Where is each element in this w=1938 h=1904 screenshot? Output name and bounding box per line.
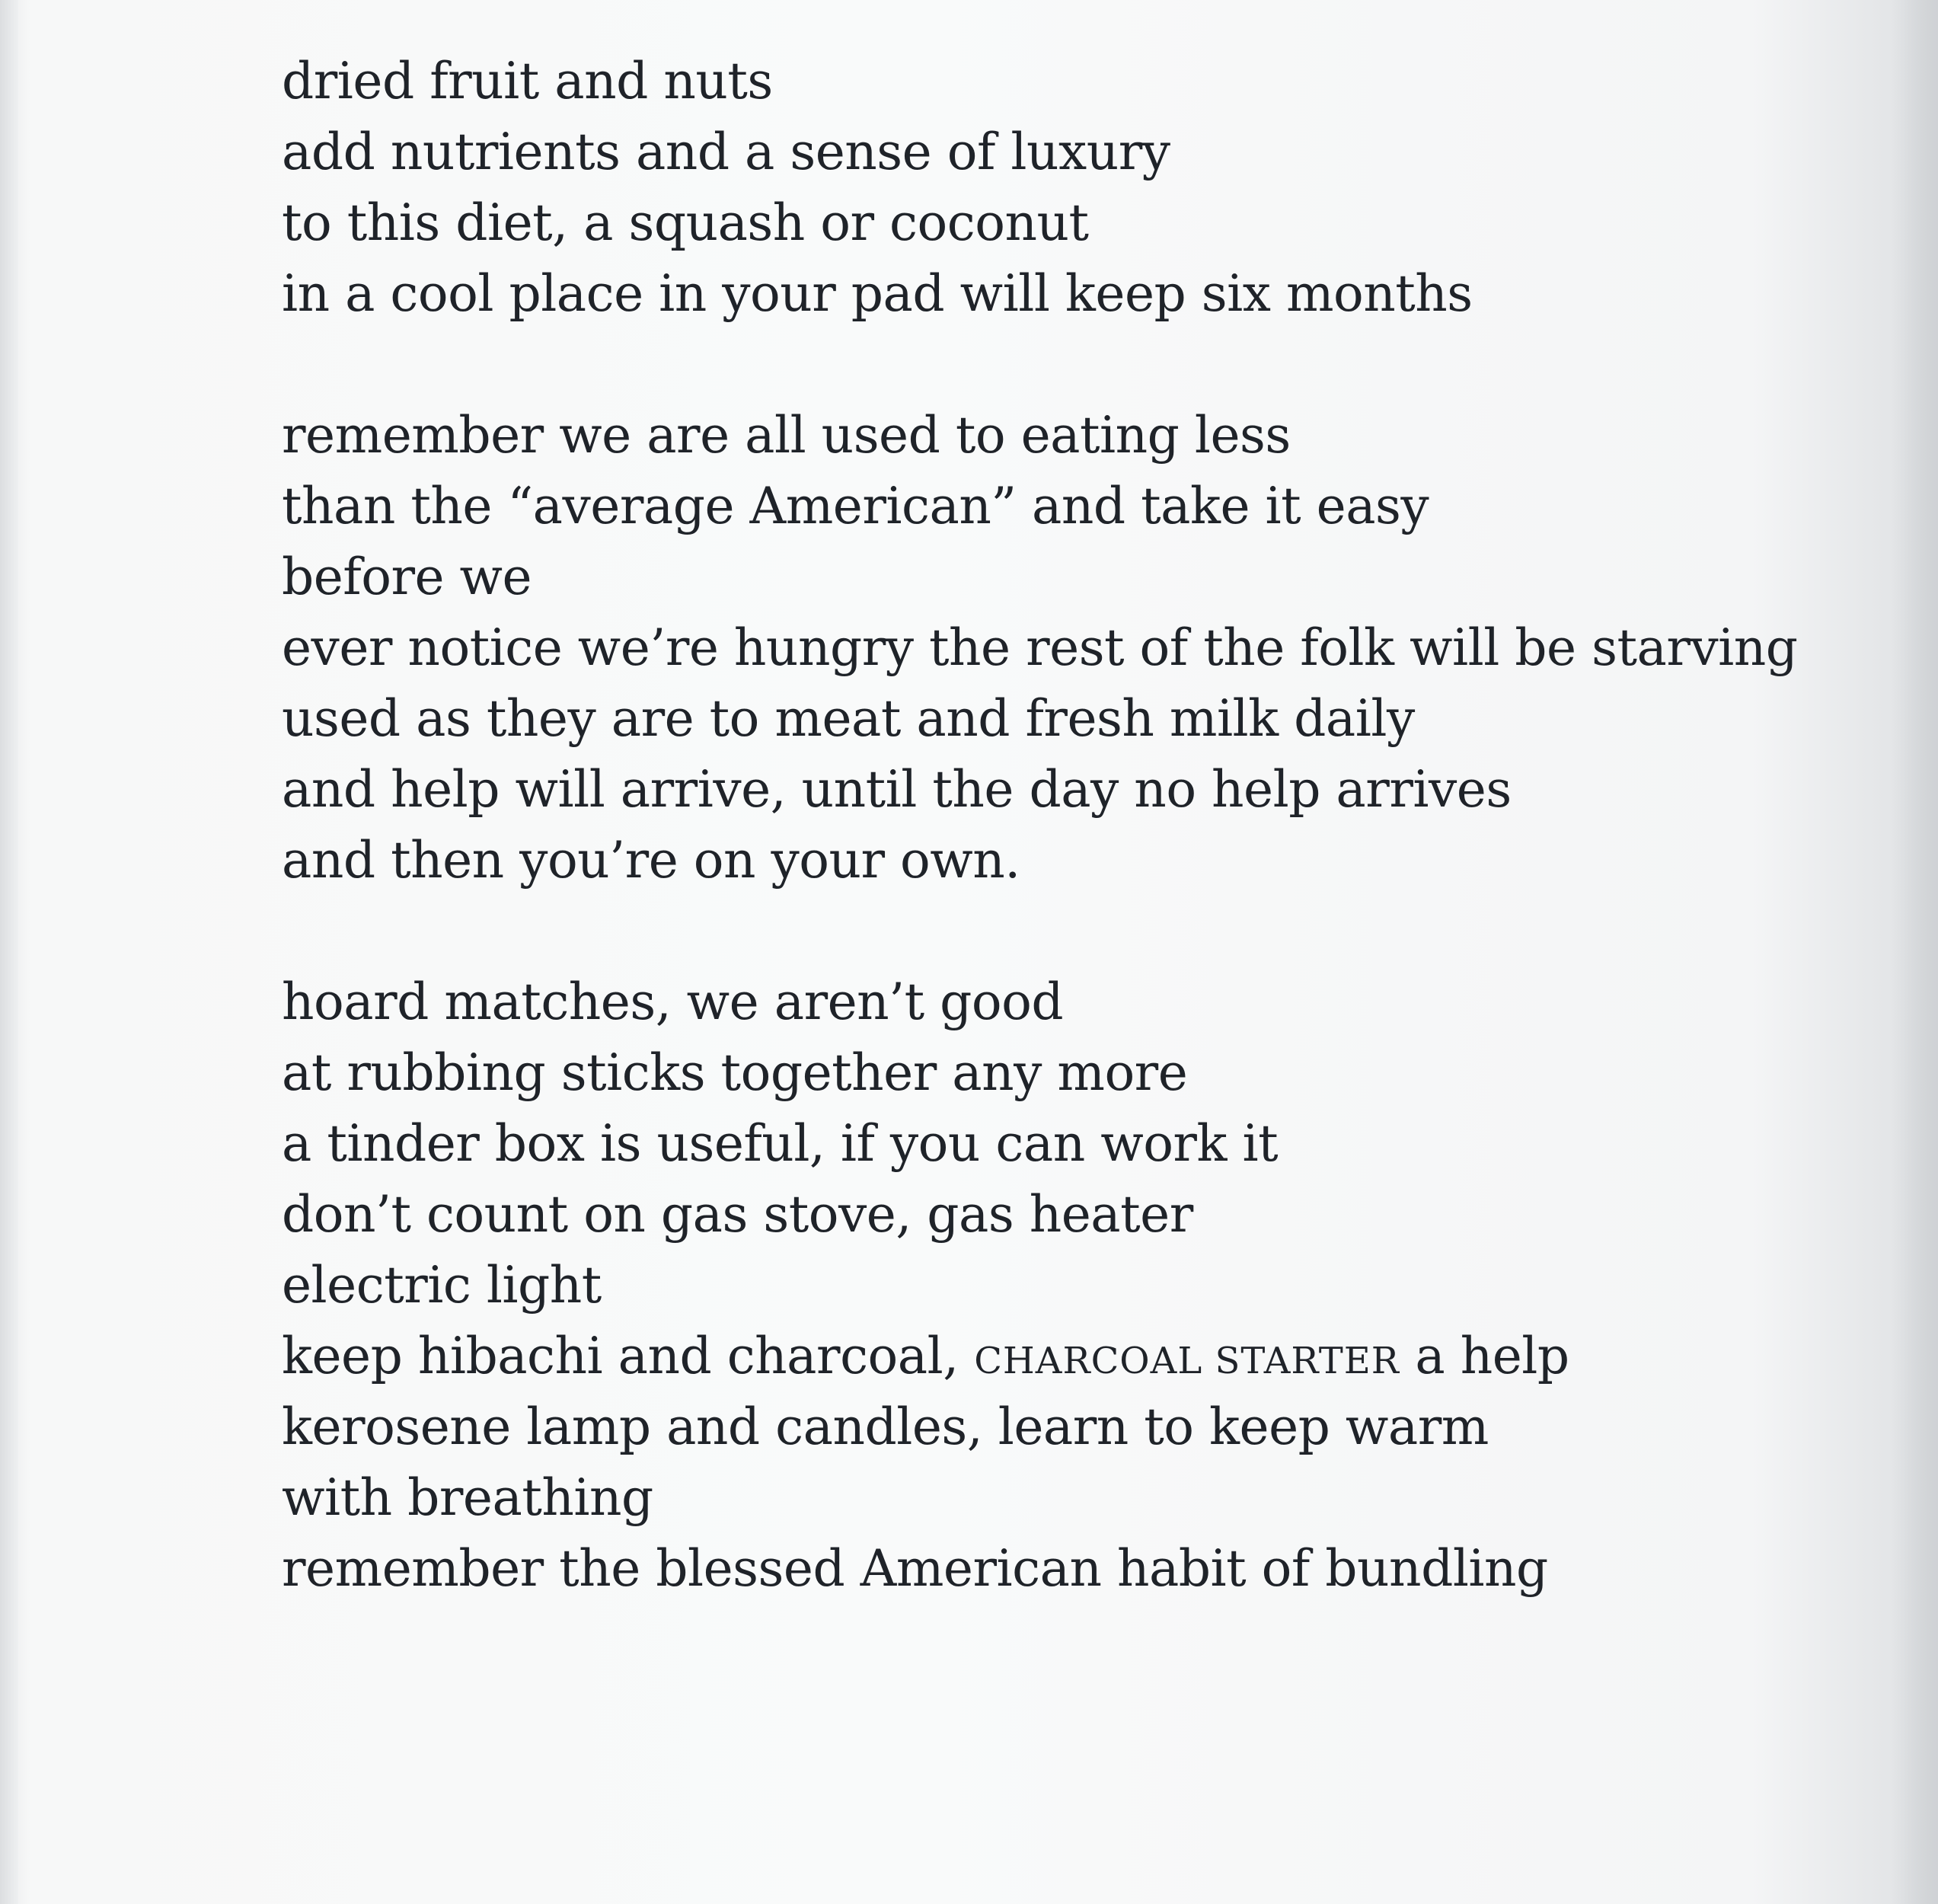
page-gutter-shadow <box>0 0 18 1904</box>
hibachi-text-before: keep hibachi and charcoal, <box>282 1327 975 1385</box>
poem-line: remember we are all used to eating less <box>282 406 1291 465</box>
poem-line: in a cool place in your pad will keep six months <box>282 264 1473 323</box>
stanza-break <box>282 896 1798 966</box>
poem-line: used as they are to meat and fresh milk daily <box>282 689 1415 748</box>
poem-line: kerosene lamp and candles, learn to keep warm <box>282 1398 1489 1456</box>
poem-line: add nutrients and a sense of luxury <box>282 123 1170 181</box>
poem-line: with breathing <box>282 1468 653 1527</box>
poem-line: dried fruit and nuts <box>282 52 773 110</box>
poem-line-hibachi <box>282 1321 1798 1391</box>
poem-line: and help will arrive, until the day no help arrives <box>282 760 1512 819</box>
page-edge-shadow <box>1892 0 1938 1904</box>
poem-line: a tinder box is useful, if you can work it <box>282 1114 1279 1173</box>
poem-line: don’t count on gas stove, gas heater <box>282 1185 1193 1244</box>
poem-line: remember the blessed American habit of bundling <box>282 1539 1548 1598</box>
poem-line: electric light <box>282 1256 602 1315</box>
poem-line: hoard matches, we aren’t good <box>282 973 1064 1031</box>
poem-line: ever notice we’re hungry the rest of the folk will be starving <box>282 618 1798 677</box>
small-caps-term: CHARCOAL STARTER <box>974 1340 1400 1382</box>
poem-line: before we <box>282 548 532 606</box>
stanza-break <box>282 329 1798 400</box>
poem-line: to this diet, a squash or coconut <box>282 193 1089 252</box>
poem-line: and then you’re on your own. <box>282 831 1020 890</box>
poem-line: at rubbing sticks together any more <box>282 1043 1188 1102</box>
poem-text <box>282 46 1798 1604</box>
hibachi-text-after: a help <box>1399 1327 1569 1385</box>
poem-line: than the “average American” and take it easy <box>282 477 1429 535</box>
